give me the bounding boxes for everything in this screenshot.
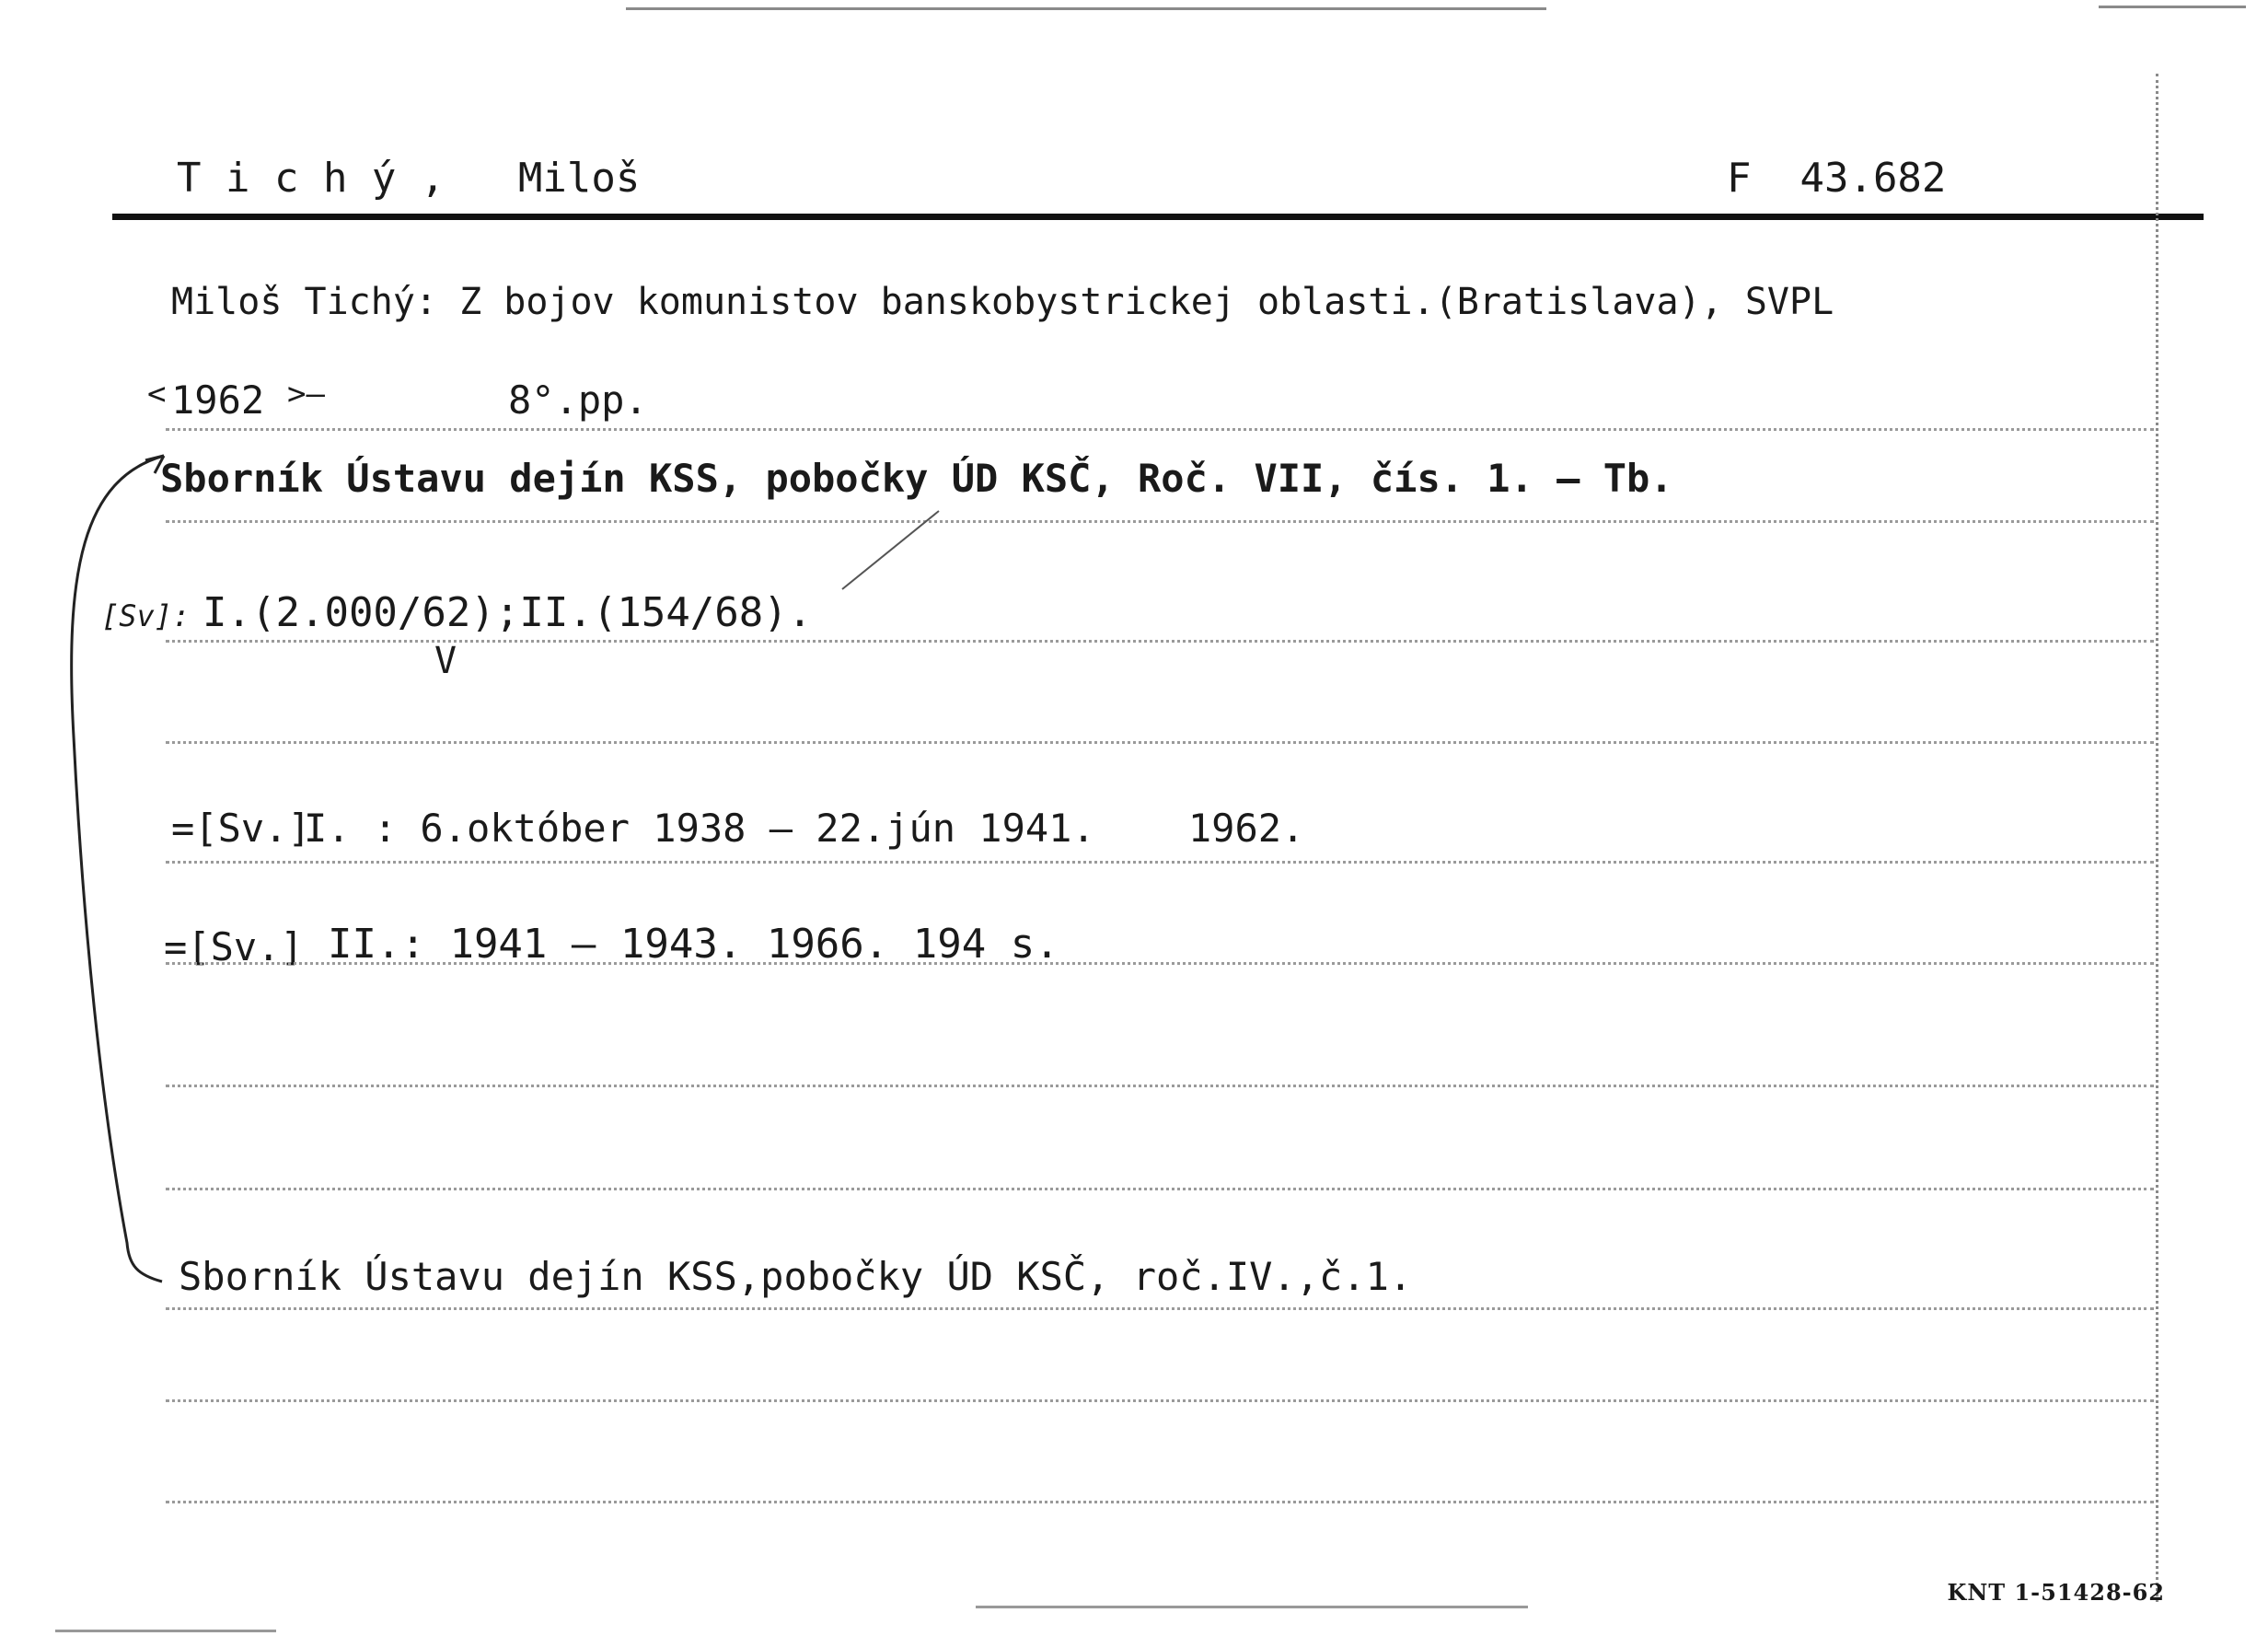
series-line: Sborník Ústavu dejín KSS, pobočky ÚD KSČ, Roč. VII, čís. 1. – Tb. [160, 456, 1673, 501]
holdings-prefix: [Sv]: [101, 598, 191, 633]
bottom-edge-rule-left [55, 1630, 276, 1632]
entry-line: Miloš Tichý: Z bojov komunistov banskobystrickej oblasti.(Bratislava), SVPL [171, 281, 1834, 323]
bottom-edge-rule [976, 1606, 1528, 1608]
volume-2-prefix: =[Sv.] [164, 924, 304, 969]
date-open-bracket: < [147, 376, 167, 412]
date-line: 1962 [171, 377, 265, 423]
call-number: F 43.682 [1727, 155, 1947, 202]
date-close-bracket: >– [287, 376, 325, 412]
volume-1: I. : 6.október 1938 – 22.jún 1941. 1962. [304, 806, 1305, 851]
author-heading: T i c h ý , Miloš [177, 155, 641, 202]
volume-1-prefix: =[Sv.] [171, 806, 311, 851]
series-line-2: Sborník Ústavu dejín KSS,pobočky ÚD KSČ, roč.IV.,č.1. [179, 1254, 1413, 1299]
format-line: 8°.pp. [508, 377, 648, 423]
holdings-line: I.(2.000/62);II.(154/68). [202, 589, 813, 636]
volume-2: II.: 1941 – 1943. 1966. 194 s. [328, 921, 1059, 968]
check-mark: V [434, 640, 457, 682]
footer-code: KNT 1-51428-62 [1947, 1579, 2165, 1606]
